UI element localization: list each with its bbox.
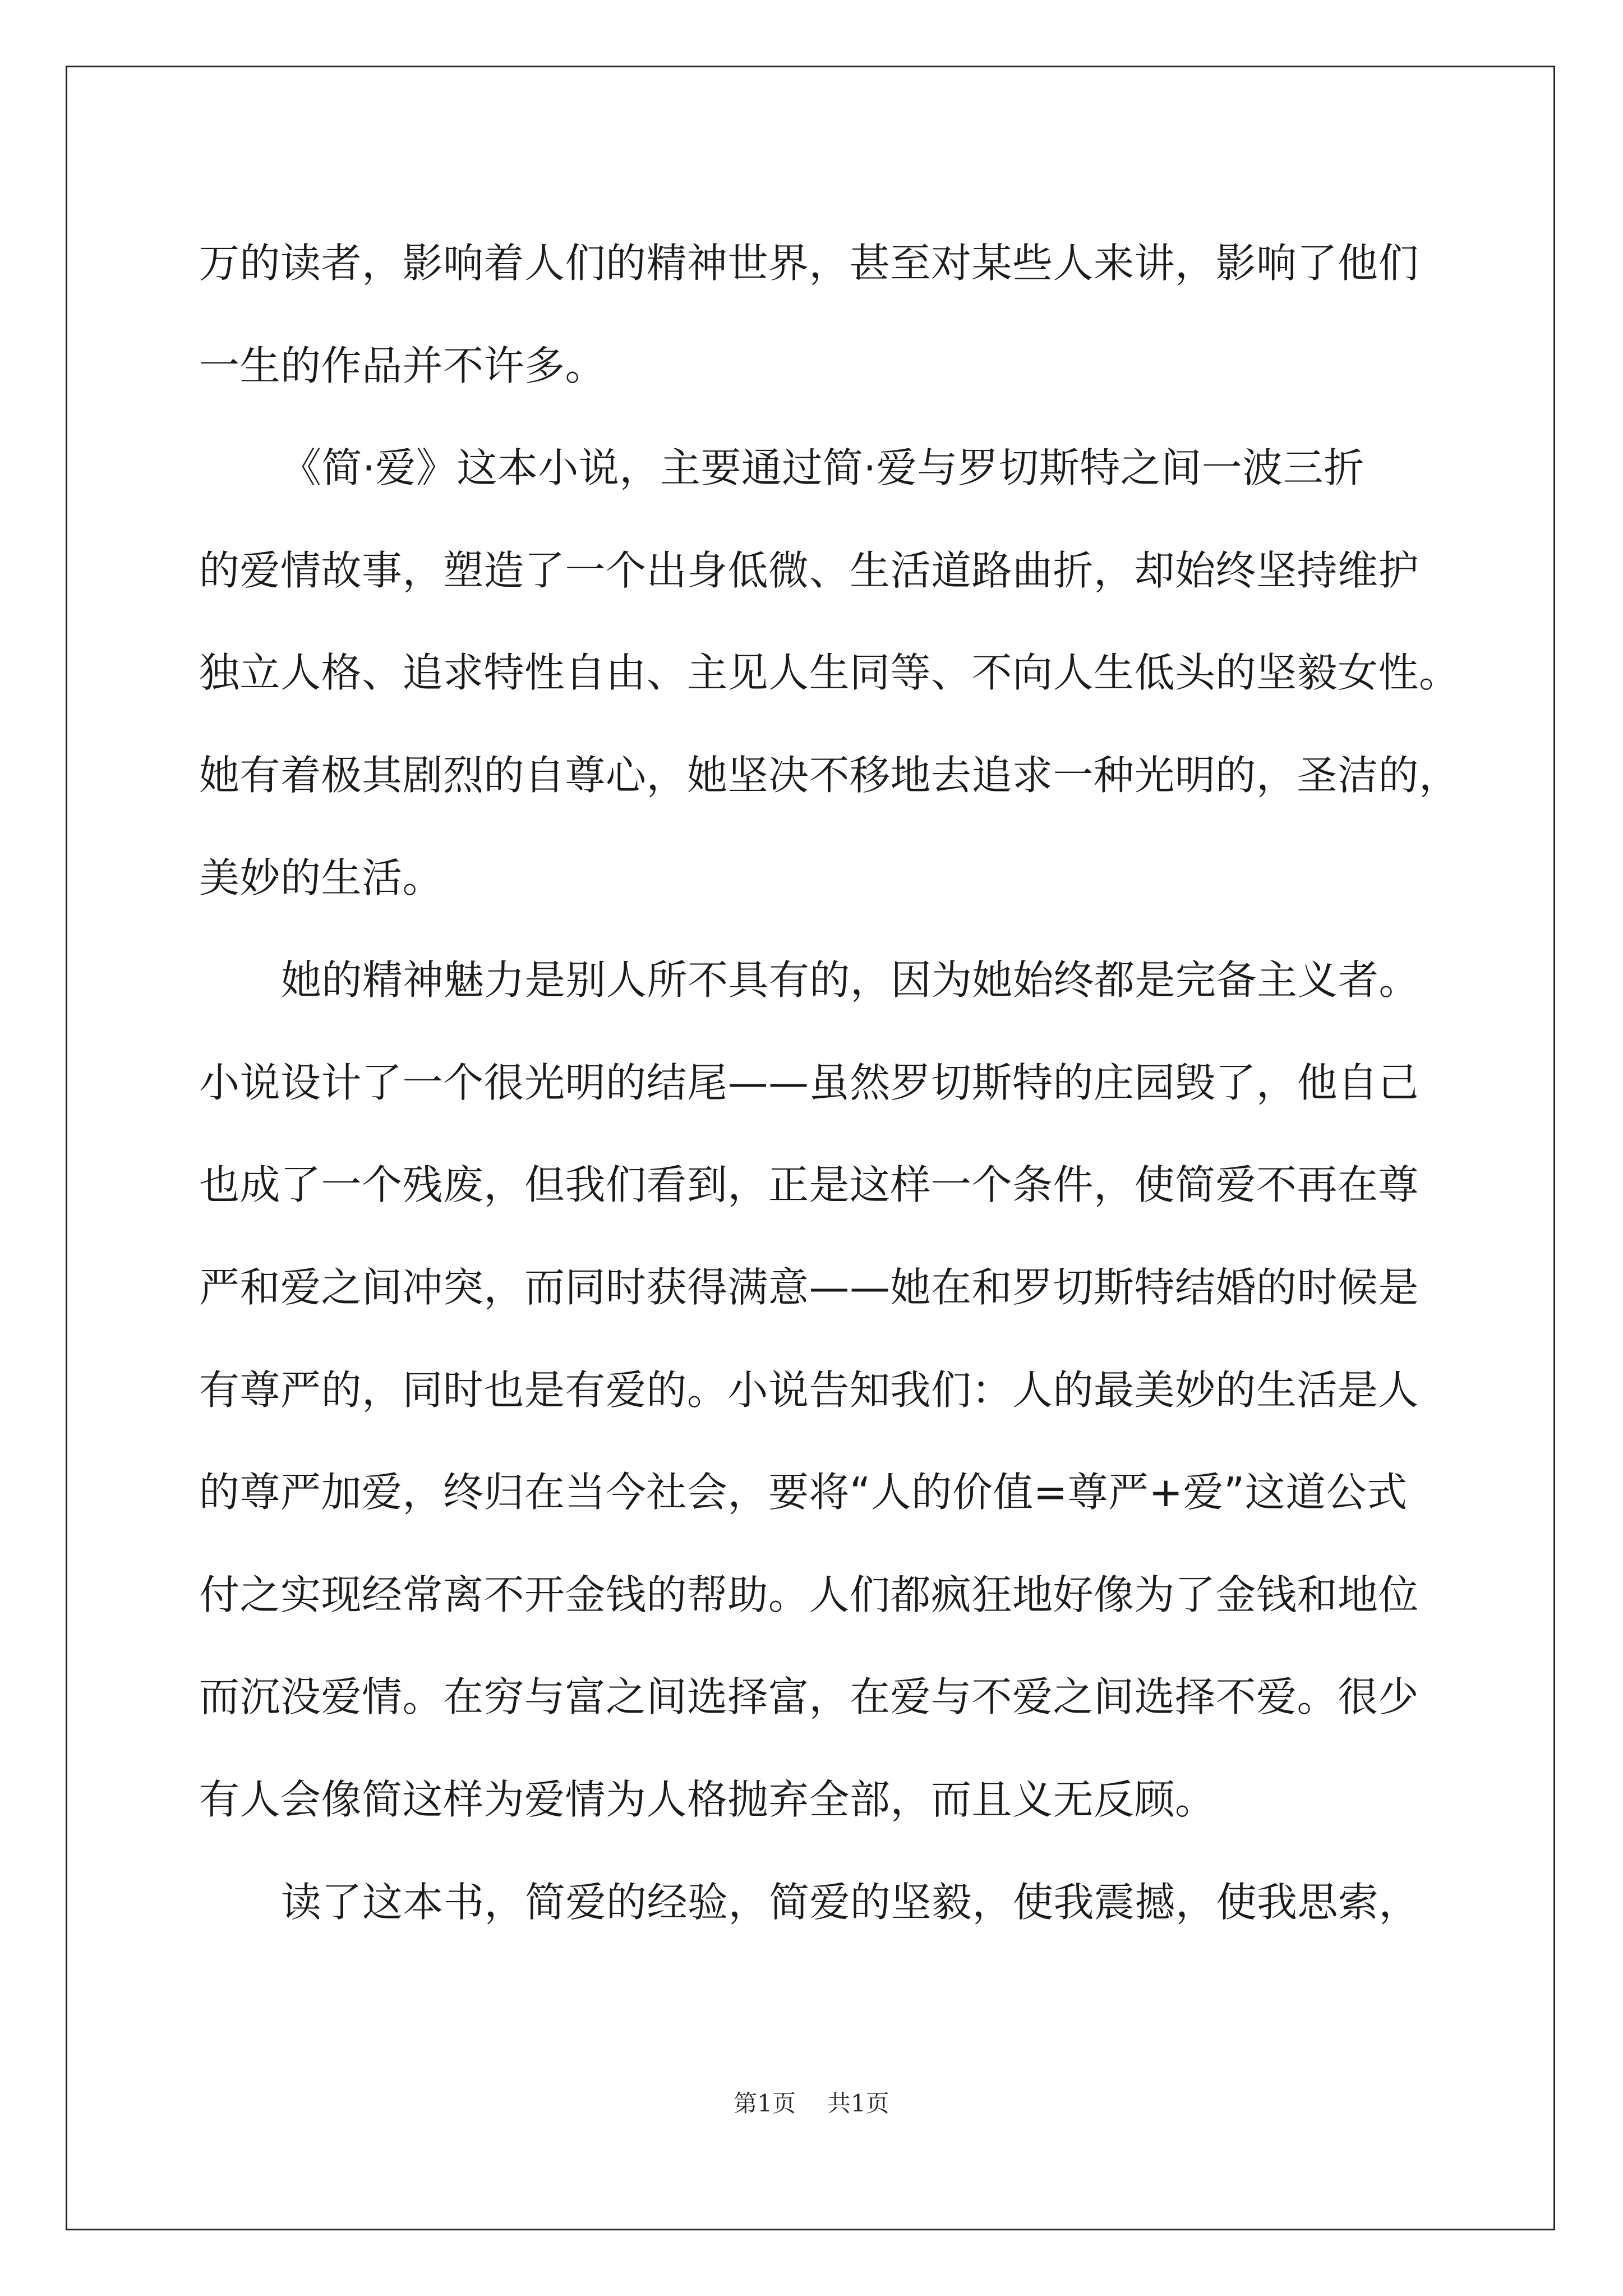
- text-line: 也成了一个残废，但我们看到，正是这样一个条件，使简爱不再在尊: [199, 1161, 1419, 1209]
- paragraph-start-line: 《简·爱》这本小说，主要通过简·爱与罗切斯特之间一波三折: [281, 444, 1364, 492]
- text-line: 的爱情故事，塑造了一个出身低微、生活道路曲折，却始终坚持维护: [199, 546, 1419, 594]
- total-pages: 共1页: [827, 2090, 889, 2117]
- text-line: 万的读者，影响着人们的精神世界，甚至对某些人来讲，影响了他们: [199, 240, 1419, 287]
- text-line: 严和爱之间冲突，而同时获得满意——她在和罗切斯特结婚的时候是: [199, 1263, 1419, 1311]
- page-number: 第1页: [734, 2090, 796, 2117]
- text-line: 有尊严的，同时也是有爱的。小说告知我们：人的最美妙的生活是人: [199, 1366, 1419, 1414]
- text-line: 她有着极其剧烈的自尊心，她坚决不移地去追求一种光明的，圣洁的，: [199, 751, 1460, 799]
- text-line: 有人会像简这样为爱情为人格抛弃全部，而且义无反顾。: [199, 1775, 1216, 1823]
- page-footer: [0, 2087, 1623, 2120]
- text-line: 付之实现经常离不开金钱的帮助。人们都疯狂地好像为了金钱和地位: [199, 1571, 1419, 1618]
- text-line: 独立人格、追求特性自由、主见人生同等、不向人生低头的坚毅女性。: [199, 649, 1460, 697]
- text-line: 一生的作品并不许多。: [199, 342, 606, 389]
- text-line: 的尊严加爱，终归在当今社会，要将“人的价值=尊严+爱”这道公式: [199, 1469, 1408, 1516]
- paragraph-start-line: 读了这本书，简爱的经验，简爱的坚毅，使我震撼，使我思索，: [281, 1878, 1420, 1926]
- text-line: 而沉没爱情。在穷与富之间选择富，在爱与不爱之间选择不爱。很少: [199, 1673, 1419, 1721]
- paragraph-start-line: 她的精神魅力是别人所不具有的，因为她始终都是完备主义者。: [281, 956, 1420, 1004]
- text-line: 美妙的生活。: [199, 854, 444, 901]
- text-line: 小说设计了一个很光明的结尾——虽然罗切斯特的庄园毁了，他自己: [199, 1059, 1419, 1106]
- document-body: [199, 212, 1460, 1953]
